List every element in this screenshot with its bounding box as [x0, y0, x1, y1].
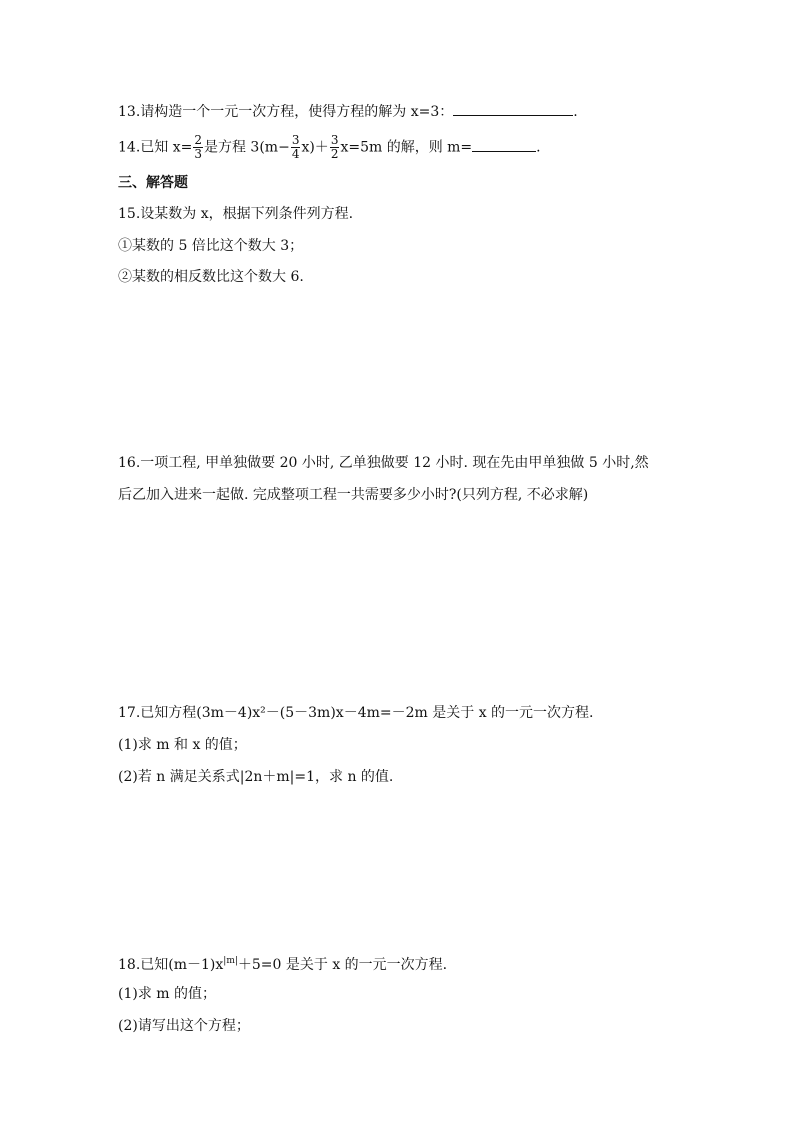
question-14-end: . — [536, 139, 541, 156]
question-14-mid3: x=5m 的解，则 m= — [340, 139, 473, 156]
answer-blank-14[interactable] — [472, 137, 536, 152]
fraction-two-thirds: $\frac{2}{3}$ — [194, 133, 202, 161]
question-16-line-1: 16.一项工程, 甲单独做要 20 小时, 乙单独做要 12 小时. 现在先由甲单独做 5 小时,然 — [118, 455, 649, 471]
fraction-three-halves: $\frac{3}{2}$ — [330, 133, 339, 161]
question-15-stem: 15.设某数为 x，根据下列条件列方程. — [118, 206, 354, 222]
question-15-item-1: ①某数的 5 倍比这个数大 3； — [118, 238, 304, 254]
question-16-line-2: 后乙加入进来一起做. 完成整项工程一共需要多少小时?(只列方程, 不必求解) — [118, 487, 589, 503]
question-13-text: 13.请构造一个一元一次方程，使得方程的解为 x=3： — [118, 104, 454, 120]
question-13-end: . — [573, 104, 578, 120]
question-18-stem-b: ＋5=0 是关于 x 的一元一次方程. — [237, 957, 448, 973]
question-18-exponent: |m| — [223, 956, 238, 966]
question-17-stem: 17.已知方程(3m－4)x²－(5－3m)x－4m=－2m 是关于 x 的一元一次方程. — [118, 705, 594, 721]
question-18-stem — [118, 951, 447, 975]
question-14-prefix: 14.已知 x= — [118, 139, 193, 156]
answer-blank-13[interactable] — [453, 101, 573, 116]
question-17-part-2: (2)若 n 满足关系式|2n＋m|=1，求 n 的值. — [118, 769, 394, 785]
question-18-stem-a: 18.已知(m－1)x — [118, 957, 224, 973]
question-15-item-2: ②某数的相反数比这个数大 6. — [118, 269, 304, 285]
question-18-part-1: (1)求 m 的值； — [118, 986, 217, 1002]
question-14 — [118, 134, 541, 161]
question-13 — [118, 101, 578, 122]
section-heading: 三、解答题 — [118, 175, 188, 191]
question-18-part-2: (2)请写出这个方程； — [118, 1018, 250, 1034]
question-17-part-1: (1)求 m 和 x 的值； — [118, 737, 247, 753]
question-14-mid2: x)＋ — [301, 139, 329, 156]
fraction-three-fourths: $\frac{3}{4}$ — [291, 133, 300, 161]
question-14-mid1: 是方程 3(m− — [203, 139, 290, 156]
